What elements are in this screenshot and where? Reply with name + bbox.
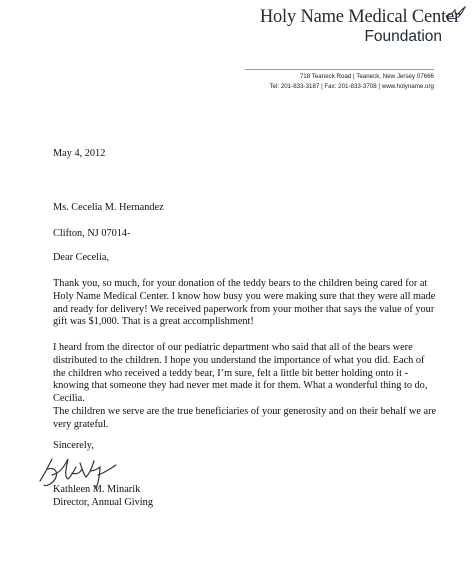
paragraph-1: Thank you, so much, for your donation of the teddy bears to the children being cared for at Holy Name Medical Center. I know how busy you were making sure that they were all made and ready for delivery! We received paperwork from your mother that says the value of your gift was $1,000. That is a great accomplishment! <box>53 278 436 328</box>
signer-title: Director, Annual Giving <box>53 497 153 508</box>
paragraph-3: The children we serve are the true beneficiaries of your generosity and on their behalf we are very grateful. <box>53 406 437 430</box>
letterhead <box>180 6 460 46</box>
letterhead-contact <box>269 72 434 91</box>
salutation: Dear Cecelia, <box>53 252 110 263</box>
org-name: Holy Name Medical Center <box>259 7 460 27</box>
paragraph-2: I heard from the director of our pediatric department who said that all of the bears were distributed to the children. I hope you understand the importance of what you did. Each of the children who received a teddy bear, I’m sure, felt a little bit better holding onto it - knowing that someone they had never met made it for them. What a wonderful thing to do, Cecilia. <box>53 342 428 405</box>
dove-icon <box>444 6 466 24</box>
contact-line: Tel: 201-833-3187 | Fax: 201-833-3708 | www.holyname.org <box>269 82 434 90</box>
closing: Sincerely, <box>53 440 94 451</box>
signer-name: Kathleen M. Minarik <box>53 484 141 495</box>
address-line: 718 Teaneck Road | Teaneck, New Jersey 07666 <box>299 73 434 80</box>
letter-date: May 4, 2012 <box>53 148 106 159</box>
org-division: Foundation <box>364 28 442 45</box>
recipient-name: Ms. Cecelia M. Hernandez <box>53 202 164 213</box>
recipient-city: Clifton, NJ 07014- <box>53 228 131 239</box>
letterhead-divider <box>245 69 434 70</box>
